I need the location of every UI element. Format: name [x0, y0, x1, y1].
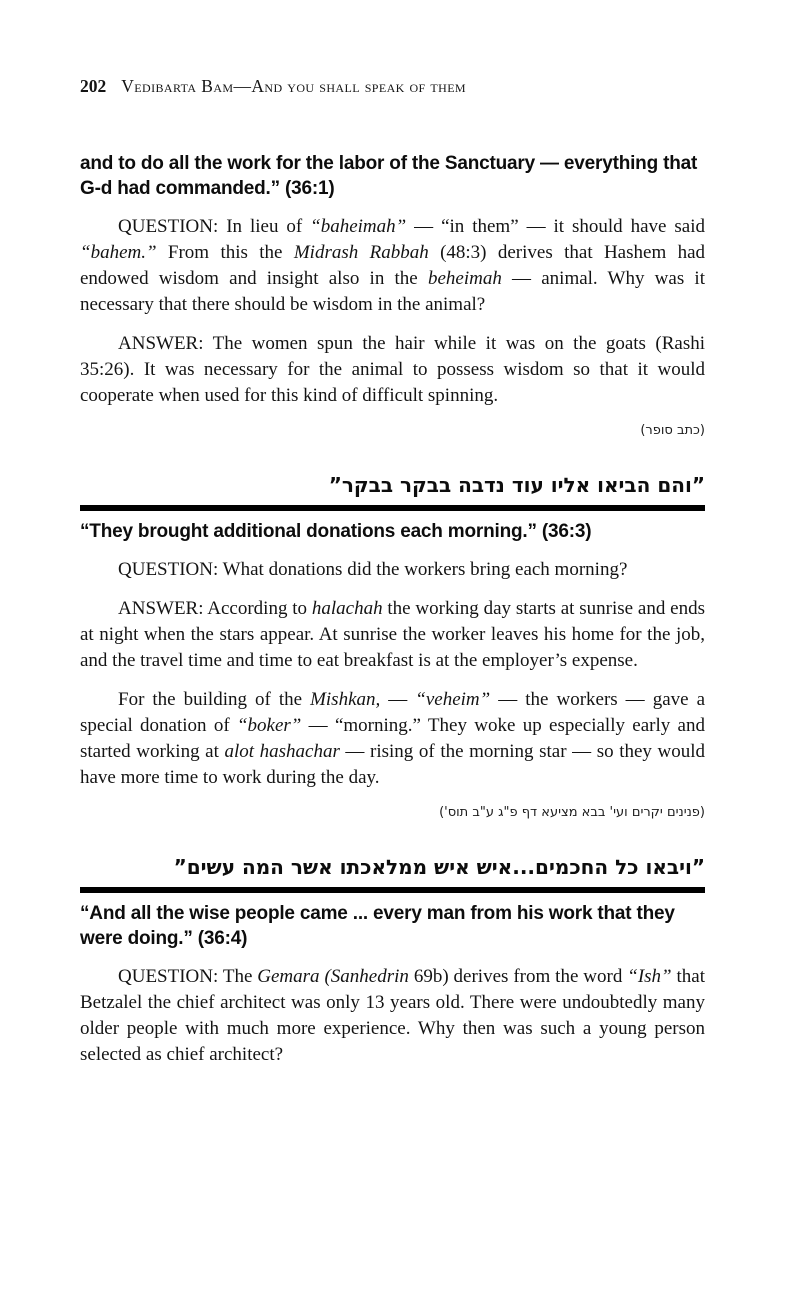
- source-attribution-peninim-yekarim: (פנינים יקרים ועי' בבא מציעא דף פ"ג ע"ב תוס'): [439, 805, 705, 820]
- heading-divider-rule: [80, 887, 705, 893]
- section-36-3: [80, 472, 705, 820]
- hebrew-verse-heading-36-3: ”והם הביאו אליו עוד נדבה בבקר בבקר”: [328, 473, 705, 497]
- question-paragraph-36-3: QUESTION: What donations did the workers bring each morning?: [118, 559, 628, 580]
- heading-divider-rule: [80, 505, 705, 511]
- hebrew-verse-heading-36-4: ”ויבאו כל החכמים...איש איש ממלאכתו אשר המה עשים”: [173, 855, 705, 879]
- answer-continuation-36-3: For the building of the Mishkan, — “veheim” — the workers — gave a special donation of “boker” — “morning.” They woke up especially early and started working at alot hashachar — rising of the morning star — so they would have more time to work during the day.: [80, 689, 706, 788]
- running-head: [80, 76, 705, 97]
- verse-heading-36-1: and to do all the work for the labor of the Sanctuary — everything that G-d had commanded.” (36:1): [80, 153, 698, 199]
- section-36-4: [80, 854, 705, 1068]
- page-number: 202: [80, 76, 107, 96]
- book-title: Vedibarta Bam—And you shall speak of them: [121, 76, 467, 96]
- answer-paragraph-36-3: ANSWER: According to halachah the working day starts at sunrise and ends at night when the stars appear. At sunrise the worker leaves his home for the job, and the travel time and time to eat breakfast is at the employer’s expense.: [80, 598, 705, 671]
- question-paragraph-36-4: QUESTION: The Gemara (Sanhedrin 69b) derives from the word “Ish” that Betzalel the chief architect was only 13 years old. There were undoubtedly many older people with much more experience. Why then was such a young person selected as chief architect?: [80, 966, 706, 1065]
- verse-heading-36-3: “They brought additional donations each morning.” (36:3): [80, 521, 592, 542]
- source-attribution-ketav-sofer: (כתב סופר): [640, 423, 705, 438]
- verse-heading-36-4: “And all the wise people came ... every man from his work that they were doing.” (36:4): [80, 903, 675, 949]
- answer-paragraph-36-1: ANSWER: The women spun the hair while it was on the goats (Rashi 35:26). It was necessary for the animal to possess wisdom so that it would cooperate when used for this kind of difficult spinning.: [80, 333, 705, 406]
- question-paragraph-36-1: QUESTION: In lieu of “baheimah” — “in them” — it should have said “bahem.” From this the Midrash Rabbah (48:3) derives that Hashem had endowed wisdom and insight also in the beheimah — animal. Why was it necessary that there should be wisdom in the animal?: [80, 216, 706, 315]
